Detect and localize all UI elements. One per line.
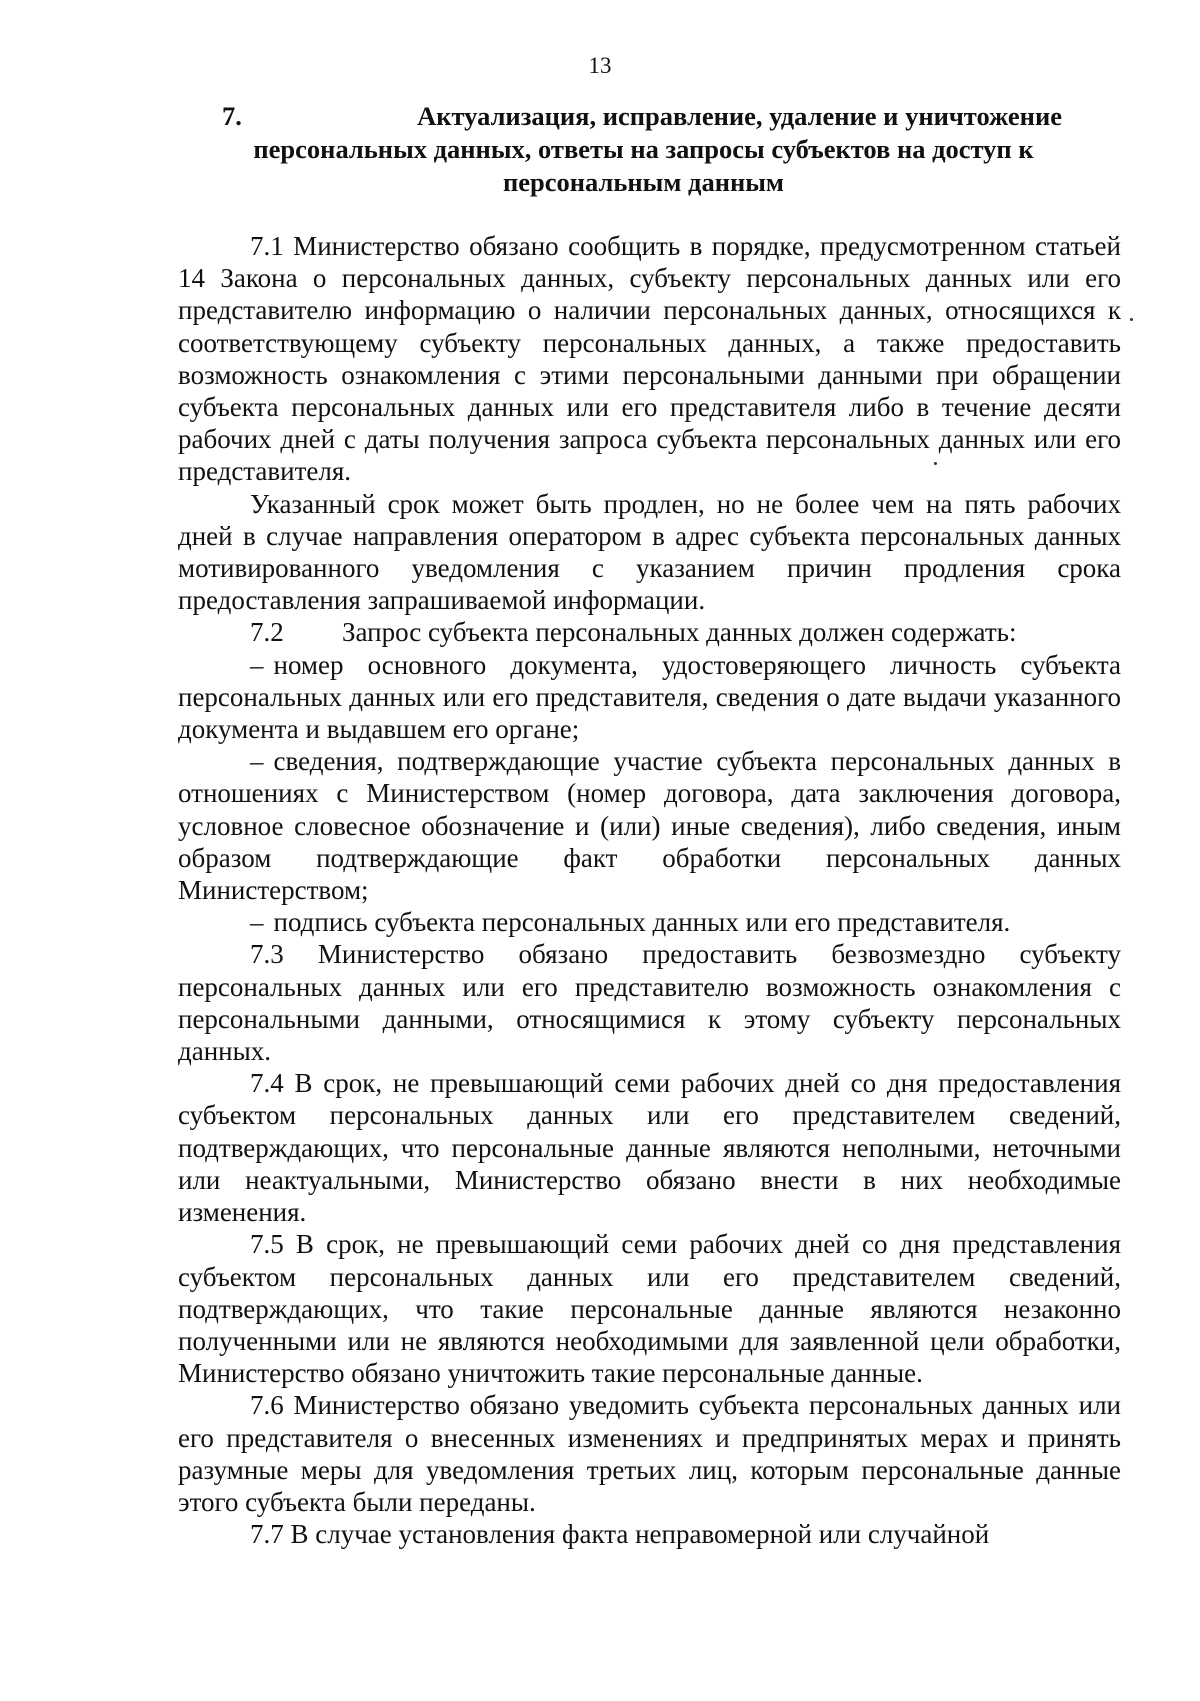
heading-line-3: персональным данным: [503, 167, 784, 197]
paragraph-7-4: 7.4 В срок, не превышающий семи рабочих дней со дня предоставления субъектом персональных данных или его представителем сведений, подтверждающих, что персональные данные являются неполными, неточными или неактуальными, Министерство обязано внести в них необходимые изменения.: [178, 1068, 1121, 1228]
paragraph-7-1: 7.1 Министерство обязано сообщить в порядке, предусмотренном статьей 14 Закона о персональных данных, субъекту персональных данных или его представителю информацию о наличии персональных данных, относящихся к соответствующему субъекту персональных данных, а также предоставить возможность ознакомления с этими персональными данными при обращении субъекта персональных данных или его представителя либо в течение десяти рабочих дней с даты получения запроса субъекта персональных данных или его представителя.: [178, 231, 1121, 487]
list-item-text: подпись субъекта персональных данных или его представителя.: [273, 907, 1011, 938]
paragraph-7-2: [178, 616, 1121, 648]
list-item-text: номер основного документа, удостоверяющего личность субъекта персональных данных или его представителя, сведения о дате выдачи указанного документа и выдавшем его органе;: [178, 649, 1121, 745]
paragraph-7-2-number: 7.2: [250, 617, 284, 648]
paragraph-7-6: 7.6 Министерство обязано уведомить субъекта персональных данных или его представителя о внесенных изменениях и предпринятых мерах и принять разумные меры для уведомления третьих лиц, которым персональные данные этого субъекта были переданы.: [178, 1390, 1121, 1517]
dash-marker: –: [250, 746, 264, 777]
list-item-text: сведения, подтверждающие участие субъекта персональных данных в отношениях с Министерством (номер договора, дата заключения договора, условное словесное обозначение и (или) иные сведения), либо сведения, иным образом подтверждающие факт обработки персональных данных Министерством;: [178, 746, 1121, 906]
scan-speck: [1130, 318, 1133, 321]
list-item-participation-info: [178, 745, 1121, 906]
list-item-signature: [178, 906, 1121, 938]
paragraph-7-3: 7.3 Министерство обязано предоставить безвозмездно субъекту персональных данных или его представителю возможность ознакомления с персональными данными, относящимися к этому субъекту персональных данных.: [178, 939, 1121, 1067]
heading-line-1-text: Актуализация, исправление, удаление и уничтожение: [417, 101, 1062, 131]
list-item-document-number: [178, 649, 1121, 746]
paragraph-7-2-text: Запрос субъекта персональных данных должен содержать:: [342, 617, 1017, 648]
heading-line-1: [222, 100, 1065, 133]
page-number: 13: [588, 53, 612, 78]
paragraph-7-5: 7.5 В срок, не превышающий семи рабочих дней со дня представления субъектом персональных данных или его представителем сведений, подтверждающих, что такие персональные данные являются незаконно полученными или не являются необходимыми для заявленной цели обработки, Министерство обязано уничтожить такие персональные данные.: [178, 1229, 1121, 1389]
dash-marker: –: [250, 907, 264, 938]
dash-marker: –: [250, 649, 264, 680]
paragraph-7-1-extension: Указанный срок может быть продлен, но не более чем на пять рабочих дней в случае направления оператором в адрес субъекта персональных данных мотивированного уведомления с указанием причин продления срока предоставления запрашиваемой информации.: [178, 488, 1121, 616]
paragraph-7-7: 7.7 В случае установления факта неправомерной или случайной: [250, 1519, 990, 1550]
document-body: [178, 230, 1121, 1550]
scan-speck: [934, 462, 937, 465]
heading-line-2: персональных данных, ответы на запросы субъектов на доступ к: [253, 134, 1034, 164]
section-number: 7.: [222, 101, 242, 131]
section-heading: [222, 100, 1065, 199]
